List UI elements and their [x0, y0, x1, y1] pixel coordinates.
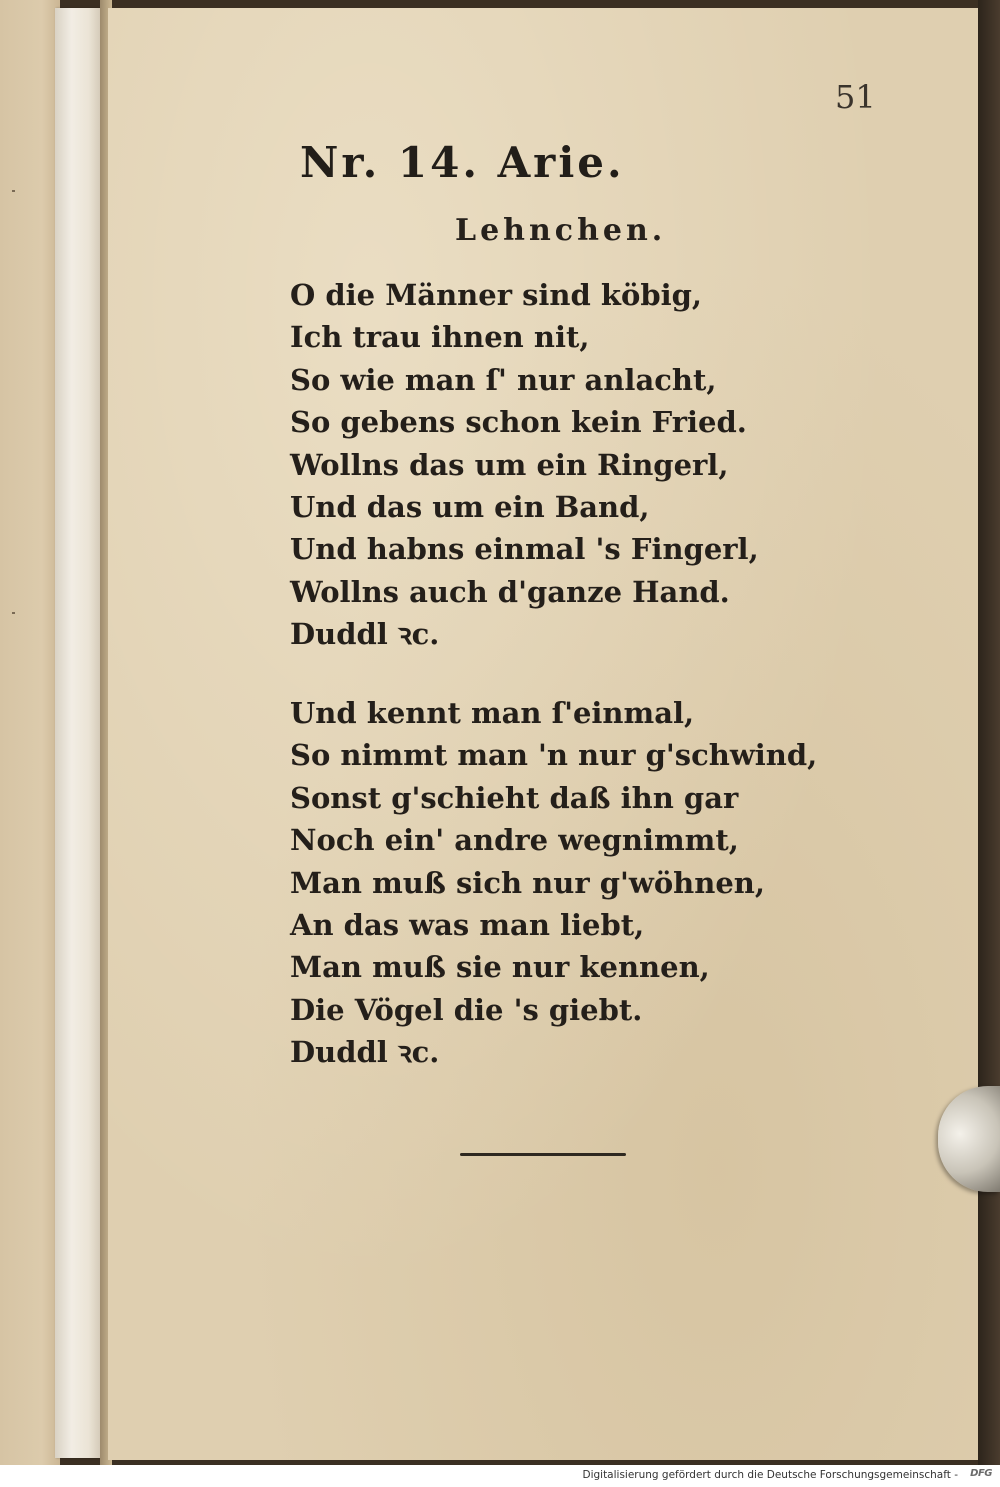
verse-line: Die Vögel die 's giebt.	[290, 992, 643, 1027]
verse-line: Man muß sich nur g'wöhnen,	[290, 865, 765, 900]
paper-speck	[12, 612, 15, 614]
verse-line: So wie man ſ' nur anlacht,	[290, 362, 717, 397]
verse-line: O die Männer sind köbig,	[290, 278, 702, 312]
binding-spine	[55, 8, 103, 1458]
verse-line: So nimmt man 'n nur g'schwind,	[290, 738, 818, 773]
right-background-edge	[978, 0, 1000, 1465]
stanza-2	[290, 692, 817, 1074]
end-rule	[460, 1153, 626, 1156]
verse-line: So gebens schon kein Fried.	[290, 405, 747, 440]
verse-line: Ich trau ihnen nit,	[290, 320, 590, 355]
verse-line: An das was man liebt,	[290, 907, 645, 942]
verse-line: Sonst g'schieht daß ihn gar	[290, 780, 739, 815]
verse-line: Und habns einmal 's Fingerl,	[290, 532, 759, 567]
verse-line: Und kennt man ſ'einmal,	[290, 696, 695, 730]
stanza-1	[290, 274, 759, 656]
page-number: 51	[835, 78, 876, 116]
paper-speck	[12, 190, 15, 192]
verse-line: Wollns das um ein Ringerl,	[290, 447, 729, 482]
left-page-edge	[0, 0, 60, 1465]
verse-line: Wollns auch d'ganze Hand.	[290, 574, 730, 609]
refrain-line: Duddl ꝛc.	[290, 617, 440, 652]
dfg-logo: DFG	[970, 1468, 992, 1479]
speaker-name: Lehnchen.	[455, 213, 667, 248]
funding-credit: Digitalisierung gefördert durch die Deutsche Forschungsgemeinschaft -	[582, 1469, 958, 1481]
verse-line: Und das um ein Band,	[290, 489, 650, 524]
page-title: Nr. 14. Arie.	[300, 138, 625, 187]
verse-line: Noch ein' andre wegnimmt,	[290, 823, 739, 858]
refrain-line: Duddl ꝛc.	[290, 1035, 440, 1070]
verse-line: Man muß sie nur kennen,	[290, 950, 710, 985]
